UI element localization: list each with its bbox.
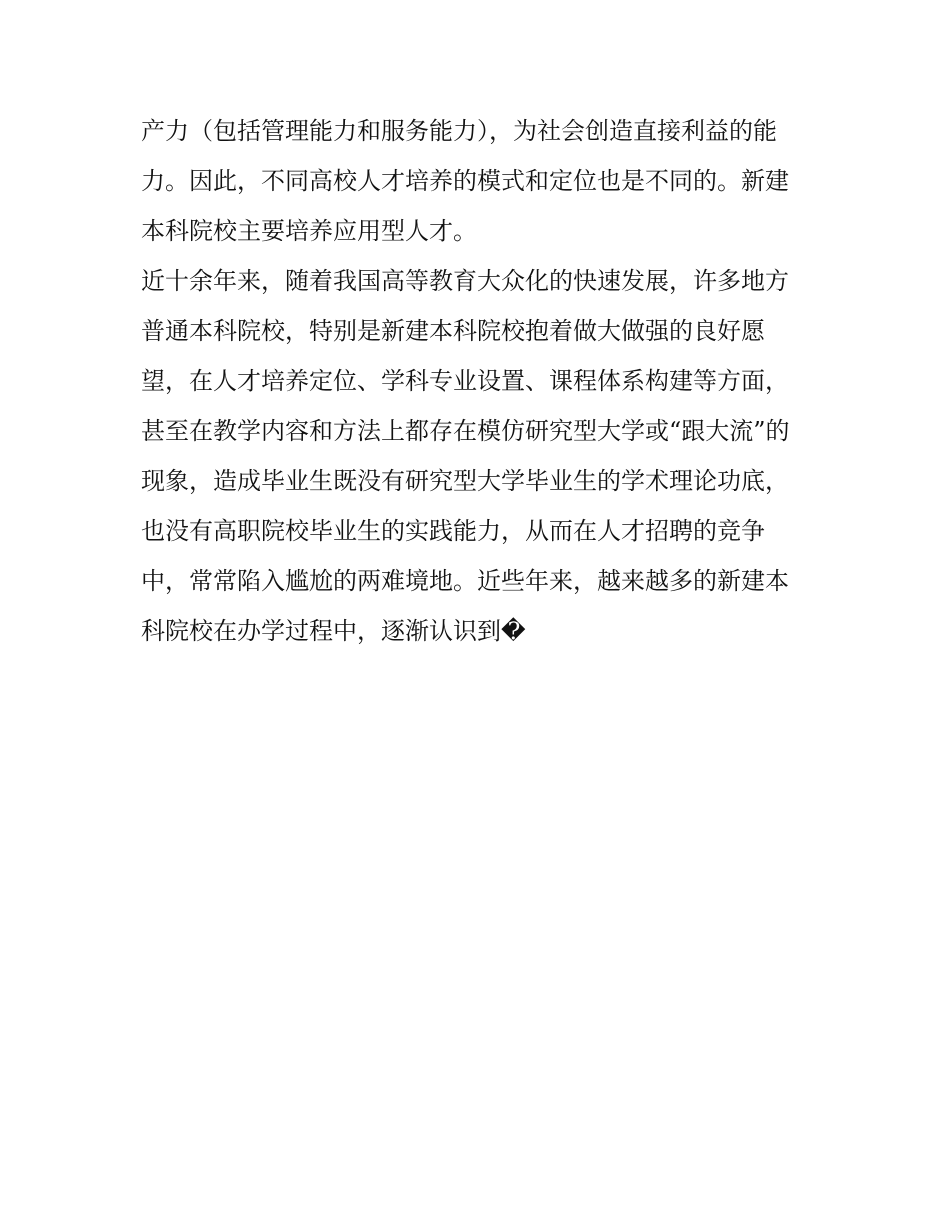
text-line: 普通本科院校，特别是新建本科院校抱着做大做强的良好愿 (141, 317, 765, 345)
text-line: 现象，造成毕业生既没有研究型大学毕业生的学术理论功底， (141, 467, 789, 495)
text-line: 望，在人才培养定位、学科专业设置、课程体系构建等方面， (141, 367, 789, 395)
body-text (141, 108, 821, 658)
text-line: 甚至在教学内容和方法上都存在模仿研究型大学或“跟大流”的 (141, 417, 790, 445)
text-line: 近十余年来，随着我国高等教育大众化的快速发展，许多地方 (141, 267, 789, 295)
text-line: 力。因此，不同高校人才培养的模式和定位也是不同的。新建 (141, 167, 789, 195)
text-line: 中，常常陷入尴尬的两难境地。近些年来，越来越多的新建本 (141, 567, 789, 595)
text-line: 也没有高职院校毕业生的实践能力，从而在人才招聘的竞争 (141, 517, 765, 545)
text-line: 产力（包括管理能力和服务能力），为社会创造直接利益的能 (141, 117, 777, 145)
text-line: 本科院校主要培养应用型人才。 (141, 217, 477, 245)
text-line: 科院校在办学过程中，逐渐认识到� (141, 617, 526, 645)
